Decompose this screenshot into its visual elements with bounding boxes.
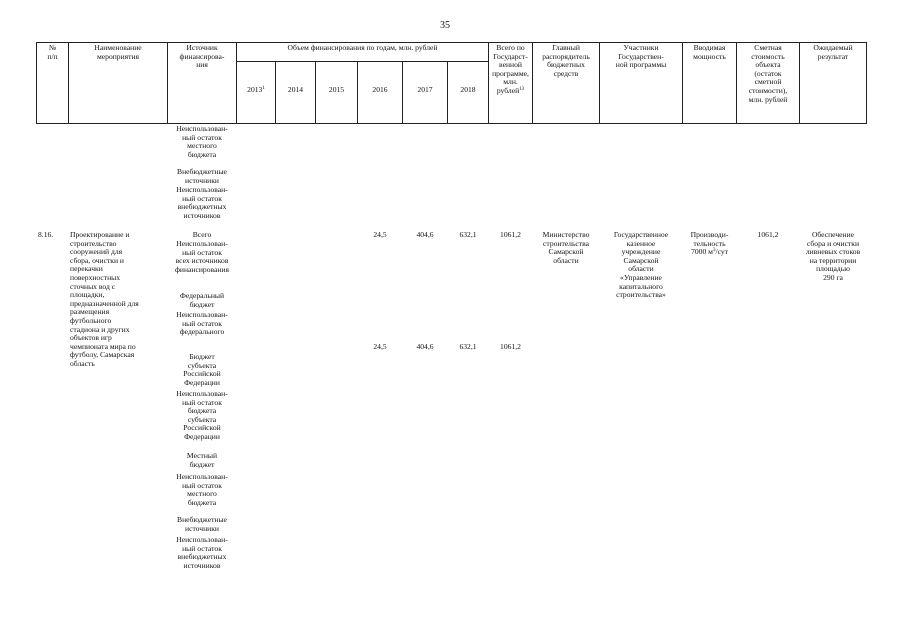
source-entry: Неиспользован- ный остаток федерального: [176, 310, 228, 337]
source-entry: Неиспользован- ный остаток местного бюджета: [176, 472, 228, 507]
source-entry: Всего: [192, 230, 212, 239]
header-year-2017: 2017: [417, 85, 433, 94]
page-number: 35: [440, 20, 450, 31]
header-year-2018: 2018: [460, 85, 476, 94]
item-number: 8.16.: [38, 230, 54, 239]
header-year-2016: 2016: [372, 85, 388, 94]
source-entry: Местный бюджет: [186, 451, 218, 469]
item-capacity: Производи- тельность 7000 $м^3$/сут: [690, 230, 729, 257]
item-name: Проектирование и строительство сооружений для сбора, очистки и перекачки поверхностных сточных вод с площадки, предназначенной для размещения футбольного стадиона и других объектов игр чемпионата мира по футболу, Самарская область: [70, 230, 139, 368]
carryover-source: Неиспользован- ный остаток местного бюджета: [176, 124, 228, 159]
source-entry: Неиспользован- ный остаток бюджета субъекта Российской Федерации: [176, 389, 228, 441]
header-year-2014: 2014: [287, 85, 304, 94]
header-top-line: [36, 42, 866, 43]
value-2018-subject: 632,1: [459, 342, 477, 351]
value-2018-total: 632,1: [459, 230, 477, 239]
header-manager: Главный распорядитель бюджетных средств: [542, 43, 590, 78]
header-bottom-line: [36, 123, 866, 124]
vline: [236, 42, 237, 124]
vline: [866, 42, 867, 124]
item-estimate: 1061,2: [757, 230, 779, 239]
header-num: № п/п: [47, 43, 58, 61]
value-total-subject: 1061,2: [500, 342, 521, 351]
value-2017-total: 404,6: [416, 230, 434, 239]
header-source: Источник финансирова- ния: [179, 43, 225, 70]
header-name: Наименование мероприятия: [94, 43, 142, 61]
item-participants: Государственное казенное учреждение Самарской области «Управление капитального строительства»: [613, 230, 669, 300]
carryover-source: Внебюджетные источники: [177, 167, 227, 185]
value-2017-subject: 404,6: [416, 342, 434, 351]
source-entry: Неиспользован- ный остаток всех источников финансирования: [175, 239, 229, 274]
source-entry: Внебюджетные источники: [177, 515, 227, 533]
source-entry: Бюджет субъекта Российской Федерации: [183, 352, 221, 387]
value-total-total: 1061,2: [500, 230, 521, 239]
carryover-source: Неиспользован- ный остаток внебюджетных источников: [176, 185, 228, 220]
header-year-2015: 2015: [328, 85, 345, 94]
value-2016-subject: 24,5: [373, 342, 387, 351]
item-result: Обеспечение сбора и очистки ливневых стоков на территории площадью 290 га: [805, 230, 861, 282]
header-participants: Участники Государствен- ной программы: [615, 43, 667, 70]
source-entry: Федеральный бюджет: [179, 291, 225, 309]
header-year-2013: 2013$^1$: [247, 85, 265, 94]
header-result: Ожидаемый результат: [813, 43, 853, 61]
header-capacity: Вводимая мощность: [693, 43, 726, 61]
header-total: Всего по Государст- венной программе, млн. рублей$^{13}$: [492, 43, 529, 95]
years-divider-line: [236, 61, 488, 62]
item-manager: Министерство строительства Самарской области: [542, 230, 590, 265]
header-estimate: Сметная стоимость объекта (остаток сметной стоимости), млн. рублей: [748, 43, 788, 104]
header-funding-title: Объем финансирования по годам, млн. рублей: [287, 43, 438, 52]
source-entry: Неиспользован- ный остаток внебюджетных источников: [176, 535, 228, 570]
value-2016-total: 24,5: [373, 230, 387, 239]
